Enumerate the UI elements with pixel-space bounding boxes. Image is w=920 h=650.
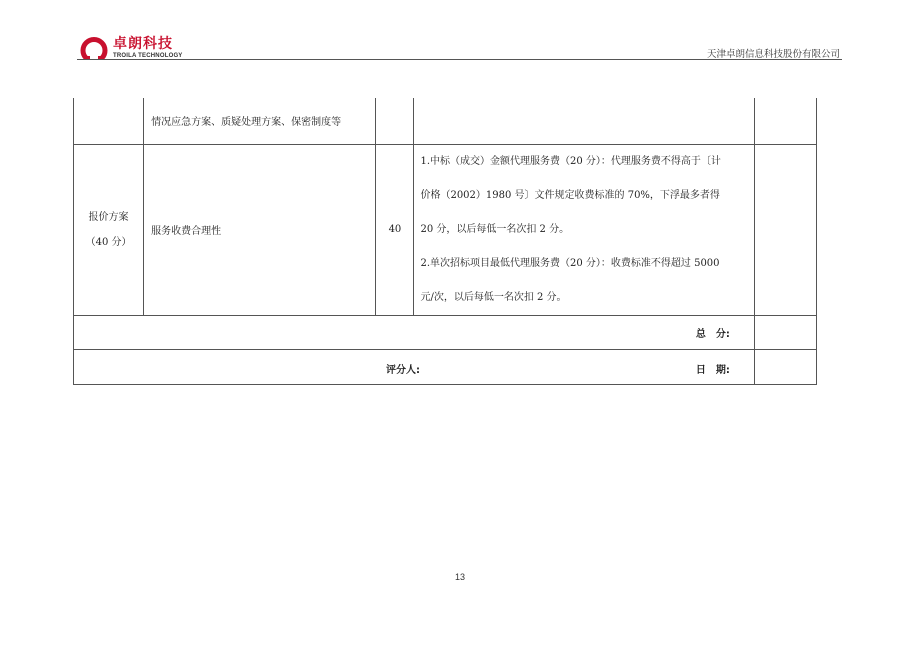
category-cell [74,144,144,315]
table-row-signature [74,349,817,384]
company-name: 天津卓朗信息科技股份有限公司 [706,49,840,60]
detail-cell [144,144,376,315]
date-label: 日 期: [695,364,730,376]
category-cell-empty [74,98,144,144]
total-value-cell[interactable] [754,315,816,349]
criteria-line: 2.单次招标项目最低代理服务费（20 分）：收费标准不得超过 5000 [420,257,720,269]
criteria-line: 元/次，以后每低一名次扣 2 分。 [420,291,567,303]
page-number: 13 [454,572,465,582]
logo-chinese-name: 卓朗科技 [113,35,173,52]
criteria-cell-empty [414,98,754,144]
table-row-total [74,315,817,349]
table-row-continued [74,98,817,144]
detail-cell [144,98,376,144]
category-name: 报价方案 [88,211,129,223]
criteria-cell [414,144,754,315]
criteria-line: 价格（2002）1980 号〕文件规定收费标准的 70%，下浮最多者得 [420,189,720,201]
criteria-line: 1.中标（成交）金额代理服务费（20 分）：代理服务费不得高于〔计 [420,155,721,167]
mark-cell-empty [754,98,816,144]
detail-text: 服务收费合理性 [151,226,222,237]
total-label-cell [74,315,755,349]
table-row-price [74,144,817,315]
detail-text: 情况应急方案、质疑处理方案、保密制度等 [151,117,342,129]
header-divider [77,59,842,60]
signer-label: 评分人: [386,364,420,376]
score-value: 40 [388,224,402,235]
mark-cell[interactable] [754,144,816,315]
logo-english-name: TROILA TECHNOLOGY [113,52,183,59]
scoring-table [73,98,817,385]
score-cell [376,144,414,315]
signature-cell [74,349,755,384]
logo-ring-icon [80,34,108,62]
total-label: 总 分: [695,328,730,340]
date-value-cell[interactable] [754,349,816,384]
criteria-line: 20 分，以后每低一名次扣 2 分。 [420,223,570,235]
category-points: （40 分） [85,236,132,248]
score-cell-empty [376,98,414,144]
